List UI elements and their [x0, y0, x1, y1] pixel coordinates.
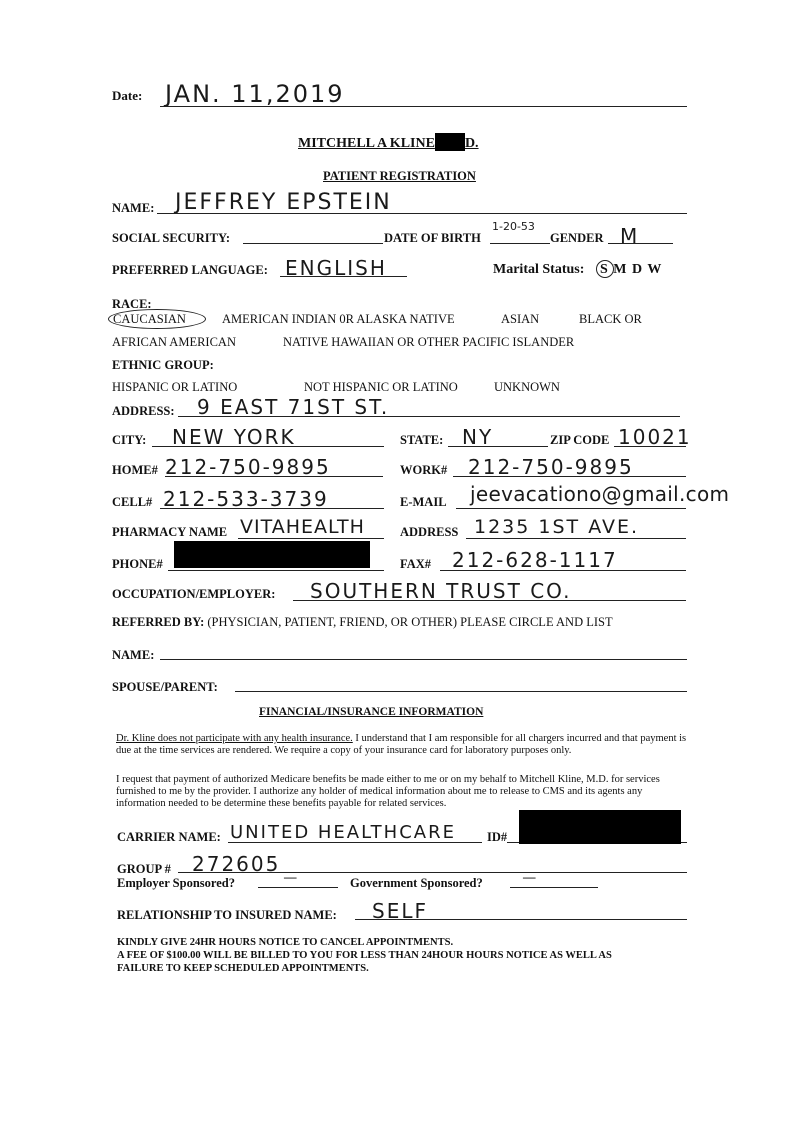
employer-sponsored-value[interactable]: —	[284, 870, 297, 884]
occupation-label: OCCUPATION/EMPLOYER:	[112, 587, 276, 601]
occupation-line	[293, 600, 686, 601]
zip-label: ZIP CODE	[550, 433, 610, 447]
spouse-label: SPOUSE/PARENT:	[112, 680, 218, 694]
dob-value[interactable]: 1-20-53	[492, 220, 535, 233]
race-selected-circle	[108, 309, 206, 329]
state-line	[448, 446, 548, 447]
cell-line	[160, 508, 384, 509]
pharmacy-address-label: ADDRESS	[400, 525, 459, 539]
financial-terms: I understand that I am responsible for all chargers incurred and that payment is due at the time services are rendered. We require a copy of your insurance card for laboratory purposes only.	[116, 733, 687, 756]
ssn-line[interactable]	[243, 243, 383, 244]
state-value[interactable]: NY	[462, 425, 494, 449]
address-label: ADDRESS:	[112, 404, 175, 418]
home-line	[165, 476, 383, 477]
government-sponsored-value[interactable]: —	[523, 870, 536, 884]
work-value[interactable]: 212-750-9895	[468, 455, 634, 479]
notice-line-3: FAILURE TO KEEP SCHEDULED APPOINTMENTS.	[117, 963, 369, 974]
occupation-value[interactable]: SOUTHERN TRUST CO.	[310, 579, 572, 603]
race-american-indian[interactable]: AMERICAN INDIAN 0R ALASKA NATIVE	[222, 312, 455, 326]
ethnic-hispanic[interactable]: HISPANIC OR LATINO	[112, 380, 238, 394]
notice-line-1: KINDLY GIVE 24HR HOURS NOTICE TO CANCEL APPOINTMENTS.	[117, 937, 454, 948]
email-value[interactable]: jeevacationo@gmail.com	[470, 482, 730, 506]
referred-row	[112, 615, 613, 630]
relationship-label: RELATIONSHIP TO INSURED NAME:	[117, 908, 337, 922]
relationship-value[interactable]: SELF	[372, 899, 428, 923]
city-line	[152, 446, 384, 447]
name-value[interactable]: JEFFREY EPSTEIN	[175, 190, 392, 215]
doctor-name-text: MITCHELL A KLINE	[298, 136, 435, 151]
financial-paragraph-2: I request that payment of authorized Medicare benefits be made either to me or on my behalf to Mitchell Kline, M.D. for services furnished to me by the provider. I authorize any holder of medical information about me to release to CMS and its agents any information needed to be determine these benefits payable for related services.	[116, 774, 660, 809]
address-value[interactable]: 9 EAST 71ST ST.	[197, 395, 390, 419]
zip-line	[614, 446, 686, 447]
email-label: E-MAIL	[400, 495, 447, 509]
fax-line	[440, 570, 686, 571]
government-sponsored-line	[510, 887, 598, 888]
zip-value[interactable]: 10021	[618, 425, 692, 449]
race-asian[interactable]: ASIAN	[501, 312, 540, 326]
referrer-name-label: NAME:	[112, 648, 155, 662]
address-line	[178, 416, 680, 417]
pharmacy-value[interactable]: VITAHEALTH	[240, 516, 365, 538]
race-african-american[interactable]: AFRICAN AMERICAN	[112, 335, 236, 349]
employer-sponsored-line	[258, 887, 338, 888]
language-label: PREFERRED LANGUAGE:	[112, 263, 268, 277]
work-line	[453, 476, 686, 477]
ethnic-label: ETHNIC GROUP:	[112, 358, 214, 372]
financial-heading: FINANCIAL/INSURANCE INFORMATION	[259, 706, 484, 718]
dob-line	[490, 243, 550, 244]
phone-label: PHONE#	[112, 557, 163, 571]
date-value[interactable]: JAN. 11,2019	[165, 80, 345, 108]
email-line	[456, 508, 686, 509]
phone-redaction	[174, 541, 370, 568]
race-hawaiian[interactable]: NATIVE HAWAIIAN OR OTHER PACIFIC ISLANDER	[283, 335, 575, 349]
date-line	[160, 106, 687, 107]
carrier-value[interactable]: UNITED HEALTHCARE	[230, 822, 456, 843]
spouse-line[interactable]	[235, 691, 687, 692]
race-caucasian[interactable]: CAUCASIAN	[113, 312, 186, 326]
financial-disclaimer: Dr. Kline does not participate with any health insurance.	[116, 733, 353, 744]
city-value[interactable]: NEW YORK	[172, 425, 296, 449]
city-label: CITY:	[112, 433, 147, 447]
marital-label: Marital Status:	[493, 262, 585, 277]
group-line	[178, 872, 687, 873]
pharmacy-address-line	[466, 538, 686, 539]
fax-label: FAX#	[400, 557, 432, 571]
id-label: ID#	[487, 830, 508, 844]
home-value[interactable]: 212-750-9895	[165, 455, 331, 479]
race-label: RACE:	[112, 297, 152, 311]
marital-options[interactable]: S M D W	[600, 262, 663, 277]
fax-value[interactable]: 212-628-1117	[452, 548, 618, 572]
date-label: Date:	[112, 88, 143, 103]
referred-label: REFERRED BY:	[112, 615, 205, 629]
referred-text: (PHYSICIAN, PATIENT, FRIEND, OR OTHER) PLEASE CIRCLE AND LIST	[207, 615, 613, 629]
carrier-label: CARRIER NAME:	[117, 830, 221, 844]
government-sponsored-label: Government Sponsored?	[350, 876, 483, 890]
home-label: HOME#	[112, 463, 158, 477]
race-black[interactable]: BLACK OR	[579, 312, 642, 326]
cell-label: CELL#	[112, 495, 153, 509]
form-title: PATIENT REGISTRATION	[323, 169, 476, 183]
work-label: WORK#	[400, 463, 448, 477]
redaction-box	[435, 133, 465, 151]
language-value[interactable]: ENGLISH	[285, 256, 387, 280]
state-label: STATE:	[400, 433, 444, 447]
pharmacy-address-value[interactable]: 1235 1ST AVE.	[474, 516, 640, 538]
cell-value[interactable]: 212-533-3739	[163, 487, 329, 511]
pharmacy-line	[238, 538, 384, 539]
referrer-name-line[interactable]	[160, 659, 687, 660]
name-label: NAME:	[112, 201, 155, 215]
phone-line	[168, 570, 384, 571]
ssn-label: SOCIAL SECURITY:	[112, 231, 230, 245]
name-line	[157, 213, 687, 214]
language-line	[280, 276, 407, 277]
relationship-line	[355, 919, 687, 920]
group-value[interactable]: 272605	[192, 852, 281, 876]
employer-sponsored-label: Employer Sponsored?	[117, 876, 235, 890]
pharmacy-label: PHARMACY NAME	[112, 525, 228, 539]
ethnic-unknown[interactable]: UNKNOWN	[494, 380, 560, 394]
doctor-name	[298, 133, 479, 152]
ethnic-not-hispanic[interactable]: NOT HISPANIC OR LATINO	[304, 380, 458, 394]
gender-line	[608, 243, 673, 244]
doctor-suffix: D.	[464, 136, 479, 151]
id-redaction	[519, 810, 681, 844]
gender-value[interactable]: M	[620, 224, 640, 248]
marital-selected-circle	[596, 260, 614, 278]
gender-label: GENDER	[550, 231, 604, 245]
notice-line-2: A FEE OF $100.00 WILL BE BILLED TO YOU FOR LESS THAN 24HOUR HOURS NOTICE AS WELL AS	[117, 950, 612, 961]
carrier-line	[228, 842, 482, 843]
dob-label: DATE OF BIRTH	[384, 231, 481, 245]
financial-paragraph-1	[116, 733, 688, 757]
group-label: GROUP #	[117, 862, 171, 876]
